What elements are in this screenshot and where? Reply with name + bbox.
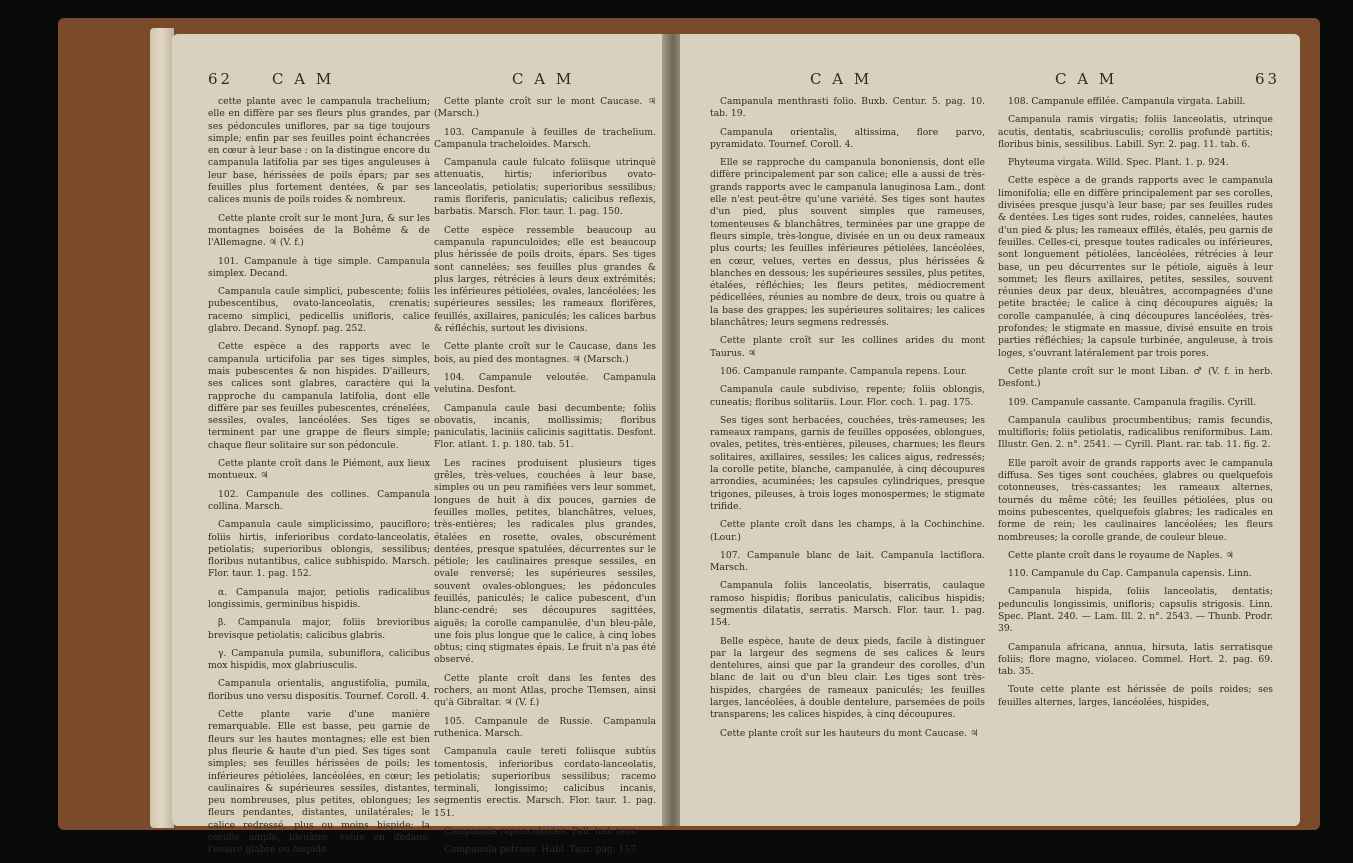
paragraph: 102. Campanule des collines. Campanula collina. Marsch. [208,488,430,512]
paragraph: Campanula caule basi decumbente; foliis obovatis, incanis, mollissimis; floribus paniculatis, laciniis calicinis sagittatis. Desfont. Flor. atlant. 1. p. 180. tab. 51. [434,402,656,451]
left-column-1 [208,96,430,863]
paragraph: 103. Campanule à feuilles de trachelium. Campanula tracheloides. Marsch. [434,126,656,150]
left-page-number: 62 [208,70,234,88]
paragraph: Phyteuma virgata. Willd. Spec. Plant. 1. p. 924. [1008,157,1229,169]
paragraph: Campanula caule simplicissimo, paucifloro; foliis hirtis, inferioribus cordato-lanceolatis, petiolatis; superioribus oblongis, sessilibus; floribus nutantibus, calice subhispido. Marsch. Flor. taur. 1. pag. 152. [208,519,430,580]
paragraph: Cette plante croît sur le mont Liban. ♂ (V. f. in herb. Desfont.) [998,365,1273,390]
right-running-head-1: C A M [810,70,873,88]
paragraph: α. Campanula major, petiolis radicalibus longissimis, germinibus hispidis. [208,586,430,610]
paragraph: Campanula rapunculoides. Pall. Ind. taur. [444,826,638,838]
paragraph: Campanula foliis lanceolatis, biserratis, caulaque ramoso hispidis; floribus paniculatis, calicibus hispidis; segmentis dilatatis, serratis. Marsch. Flor. taur. 1. pag. 154. [710,580,985,629]
paragraph: Campanula hispida, foliis lanceolatis, dentatis; pedunculis longissimis, unifloris; capsulis strigosis. Linn. Spec. Plant. 240. — Lam. Ill. 2. n°. 2543. — Thunb. Prodr. 39. [998,586,1273,635]
paragraph: Belle espèce, haute de deux pieds, facile à distinguer par la largeur des segmens de ses calices & leurs dentelures, ainsi que par la grandeur des corolles, d'un blanc de lait ou d'un bleu clair. Les tiges sont très-hispides, chargées de rameaux paniculés; les feuilles larges, lancéolées, à double dentelure, parsemées de poils transparens; les calices hispides, à cinq découpures. [710,635,985,721]
paragraph: Campanula caulibus procumbentibus; ramis fecundis, multifloris; foliis petiolatis, radicalibus reniformibus. Lam. Illustr. Gen. 2. n°. 2541. — Cyrill. Plant. rar. tab. 11. fig. 2. [998,414,1273,451]
paragraph: 104. Campanule veloutée. Campanula velutina. Desfont. [434,371,656,396]
paragraph: Campanula petraea. Habl. Taur. pag. 157. [444,844,640,856]
paragraph: Cette plante croît dans les fentes des rochers, au mont Atlas, proche Tlemsen, ainsi qu'à Gibraltar. ♃ (V. f.) [434,672,656,709]
paragraph: Cette plante croît sur les collines arides du mont Taurus. ♃ [710,335,985,359]
paragraph: Cette plante croît sur le mont Caucase. ♃ (Marsch.) [434,96,656,120]
paragraph: Campanula caule tereti foliisque subtùs tomentosis, inferioribus cordato-lanceolatis, petiolatis; superioribus sessilibus; racemo terminali, longissimo; calicibus incanis, segmentis erectis. Marsch. Flor. taur. 1. pag. 151. [434,746,656,819]
paragraph: Campanula ramis virgatis; foliis lanceolatis, utrinque acutis, dentatis, scabriusculis; corollis profundè partitis; floribus binis, sessilibus. Labill. Syr. 2. pag. 11. tab. 6. [998,114,1273,150]
paragraph: Cette espèce a des rapports avec le campanula urticifolia par ses tiges simples, mais pubescentes & non hispides. D'ailleurs, ses calices sont glabres, caractère qui la rapproche du campanula latifolia, dont elle diffère par ses feuilles pubescentes, crénelées, sessiles, ovales, lancéolées. Ses tiges se terminent par une grappe de fleurs simple; chaque fleur solitaire sur son pédoncule. [208,341,430,451]
paragraph: Campanula caule fulcato foliisque utrinquè attenuatis, hirtis; inferioribus ovato-lanceolatis, petiolatis; superioribus sessilibus; ramis floriferis, paniculatis; calicibus reflexis, barbatis. Marsch. Flor. taur. 1. pag. 150. [434,157,656,218]
paragraph: Cette plante croît sur les hauteurs du mont Caucase. ♃ [720,727,979,739]
paragraph: Cette plante croît sur le mont Jura, & sur les montagnes boisées de la Bohême & de l'Allemagne. ♃ (V. f.) [208,212,430,249]
paragraph: Elle se rapproche du campanula bononiensis, dont elle diffère principalement par son calice; elle a aussi de très-grands rapports avec le campanula lanuginosa Lam., dont elle n'est peut-être qu'une variété. Ses tiges sont hautes d'un pied, plus souvent simples que rameuses, tomenteuses & blanchâtres, terminées par une grappe de fleurs simple, très-longue, divisée en un ou deux rameaux plus courts; les feuilles inférieures pétiolées, lancéolées, en cœur, velues, vertes en dessus, plus hérissées & blanches en dessous; les supérieures sessiles, plus petites, étalées, réfléchies; les fleurs petites, médiocrement pédicellées, réunies au nombre de deux, trois ou quatre à la base des grappes; les supérieures solitaires; les calices blanchâtres; leurs segmens redressés. [710,157,985,329]
paragraph: Ses tiges sont herbacées, couchées, très-rameuses; les rameaux rampans, garnis de feuilles opposées, oblongues, ovales, petites, très-entières, pileuses, charnues; les fleurs solitaires, axillaires, sessiles; les calices aigus, redressés; la corolle petite, blanche, campanulée, à cinq découpures arrondies, acuminées; les capsules cylindriques, presque trigones, pileuses, à trois loges monospermes; le stigmate trifide. [710,414,985,512]
paragraph: Toute cette plante est hérissée de poils roides; ses feuilles alternes, larges, lancéolées, hispides, [998,684,1273,708]
paragraph: Campanula africana, annua, hirsuta, latis serratisque foliis; flore magno, violaceo. Commel. Hort. 2. pag. 69. tab. 35. [998,641,1273,678]
page-edges [150,28,174,828]
paragraph: 107. Campanule blanc de lait. Campanula lactiflora. Marsch. [710,549,985,574]
right-page [680,34,1300,826]
paragraph: γ. Campanula pumila, subuniflora, calicibus mox hispidis, mox glabriusculis. [208,647,430,672]
right-running-head-2: C A M [1055,70,1118,88]
left-column-2 [434,96,656,863]
paragraph: β. Campanula major, foliis brevioribus brevisque petiolatis; calicibus glabris. [208,617,430,641]
paragraph: 108. Campanule effilée. Campanula virgata. Labill. [1008,96,1246,107]
paragraph: Elle paroît avoir de grands rapports avec le campanula diffusa. Ses tiges sont couchées, glabres ou quelquefois cotonneuses, très-cassantes; les rameaux alternes, tournés du même côté; les feuilles pétiolées, plus ou moins pubescentes, quelquefois glabres; les radicales en forme de rein; les caulinaires lancéolées; les fleurs nombreuses; la corolle grande, de couleur bleue. [998,457,1273,543]
paragraph: Cette plante croît dans les champs, à la Cochinchine. (Lour.) [710,519,985,543]
right-column-2 [998,96,1273,715]
paragraph: 106. Campanule rampante. Campanula repens. Lour. [720,365,968,377]
paragraph: 101. Campanule à tige simple. Campanula simplex. Decand. [208,255,430,279]
right-page-number: 63 [1255,70,1281,88]
paragraph: 110. Campanule du Cap. Campanula capensis. Linn. [1008,568,1252,580]
paragraph: Campanula caule simplici, pubescente; foliis pubescentibus, ovato-lanceolatis, crenatis; racemo simplici, pedicellis unifloris, calice glabro. Decand. Synopf. pag. 252. [208,286,430,335]
paragraph: Cette espèce a de grands rapports avec le campanula limonifolia; elle en diffère principalement par ses corolles, divisées presque jusqu'à leur base; par ses feuilles rudes & dentées. Les tiges sont rudes, roides, cannelées, hautes d'un pied & plus; les rameaux effilés, étalés, peu garnis de feuilles. Celles-ci, presque toutes radicales ou inférieures, sont longuement pétiolées, lancéolées, rétrécies à leur base, un peu décurrentes sur le pétiole, aiguës à leur sommet; les fleurs axillaires, petites, sessiles, souvent réunies deux par deux, bleuâtres, accompagnées d'une petite bractée; le calice à cinq découpures aiguës; la corolle campanulée, à cinq découpures lancéolées, très-profondes; le stigmate en massue, divisé ensuite en trois parties réfléchies; la capsule turbinée, anguleuse, à trois loges, s'ouvrant latéralement par trois pores. [998,175,1273,359]
right-column-1 [710,96,985,746]
paragraph: Campanula orientalis, altissima, flore parvo, pyramidato. Tournef. Coroll. 4. [710,126,985,150]
paragraph: Cette espèce ressemble beaucoup au campanula rapunculoides; elle est beaucoup plus hérissée de poils droits, épars. Ses tiges sont cannelées; ses feuilles plus grandes & plus larges, rétrécies à leurs deux extrémités; les inférieures pétiolées, ovales, lancéolées; les supérieures sessiles; les rameaux florifères, feuillés, axillaires, paniculés; les calices barbus & réfléchis, surtout les divisions. [434,224,656,335]
paragraph: Cette plante croît sur le Caucase, dans les bois, au pied des montagnes. ♃ (Marsch.) [434,341,656,365]
paragraph: Cette plante varie d'une manière remarquable. Elle est basse, peu garnie de fleurs sur les hautes montagnes; elle est bien plus fleurie & haute d'un pied. Ses tiges sont simples; ses feuilles hérissées de poils; les inférieures pétiolées, lancéolées, en cœur; les caulinaires & supérieures sessiles, distantes, peu nombreuses, plus petites, oblongues; les fleurs pendantes, distantes, unilatérales; le calice redressé, plus ou moins hispide; la corolle ample, bleuâtre, velue en dedans; l'ovaire glabre ou hispide. [208,709,430,856]
paragraph: Campanula caule subdiviso, repente; foliis oblongis, cuneatis; floribus solitariis. Lour. Flor. coch. 1. pag. 175. [710,384,985,408]
left-running-head-2: C A M [512,70,575,88]
left-page [172,34,666,856]
paragraph: Campanula orientalis, angustifolia, pumila, floribus uno versu dispositis. Tournef. Coroll. 4. [208,678,430,702]
left-running-head-1: C A M [272,70,335,88]
paragraph: Cette plante croît dans le Piémont, aux lieux montueux. ♃ [208,458,430,482]
paragraph: Cette plante croît dans le royaume de Naples. ♃ [1008,549,1234,561]
paragraph: 105. Campanule de Russie. Campanula ruthenica. Marsch. [434,715,656,739]
paragraph: 109. Campanule cassante. Campanula fragilis. Cyrill. [1008,396,1257,408]
paragraph: Les racines produisent plusieurs tiges grêles, très-velues, couchées à leur base, simples ou un peu ramifiées vers leur sommet, longues de huit à dix pouces, garnies de feuilles molles, petites, blanchâtres, velues, très-entières; les radicales plus grandes, étalées en rosette, ovales, obscurément dentées, presque spatulées, décurrentes sur le pétiole; les caulinaires presque sessiles, en ovale renversé; les supérieures sessiles, souvent ovales-oblongues; les pédoncules feuillés, paniculés; le calice pubescent, d'un blanc-cendré; ses découpures sagittées, aiguës; la corolle campanulée, d'un bleu-pâle, une fois plus longue que le calice, à cinq lobes obtus; cinq stigmates épais. Le fruit n'a pas été observé. [434,457,656,666]
paragraph: Campanula menthrasti folio. Buxb. Centur. 5. pag. 10. tab. 19. [710,96,985,120]
paragraph: cette plante avec le campanula trachelium; elle en diffère par ses fleurs plus grandes, par ses pédoncules uniflores, par sa tige toujours simple; enfin par ses feuilles point échancrées en cœur à leur base : on la distingue encore du campanula latifolia par ses tiges anguleuses à leur base, hérissées de poils épars; par ses feuilles plus fortement dentées, & par ses calices munis de poils roides & nombreux. [208,96,430,206]
